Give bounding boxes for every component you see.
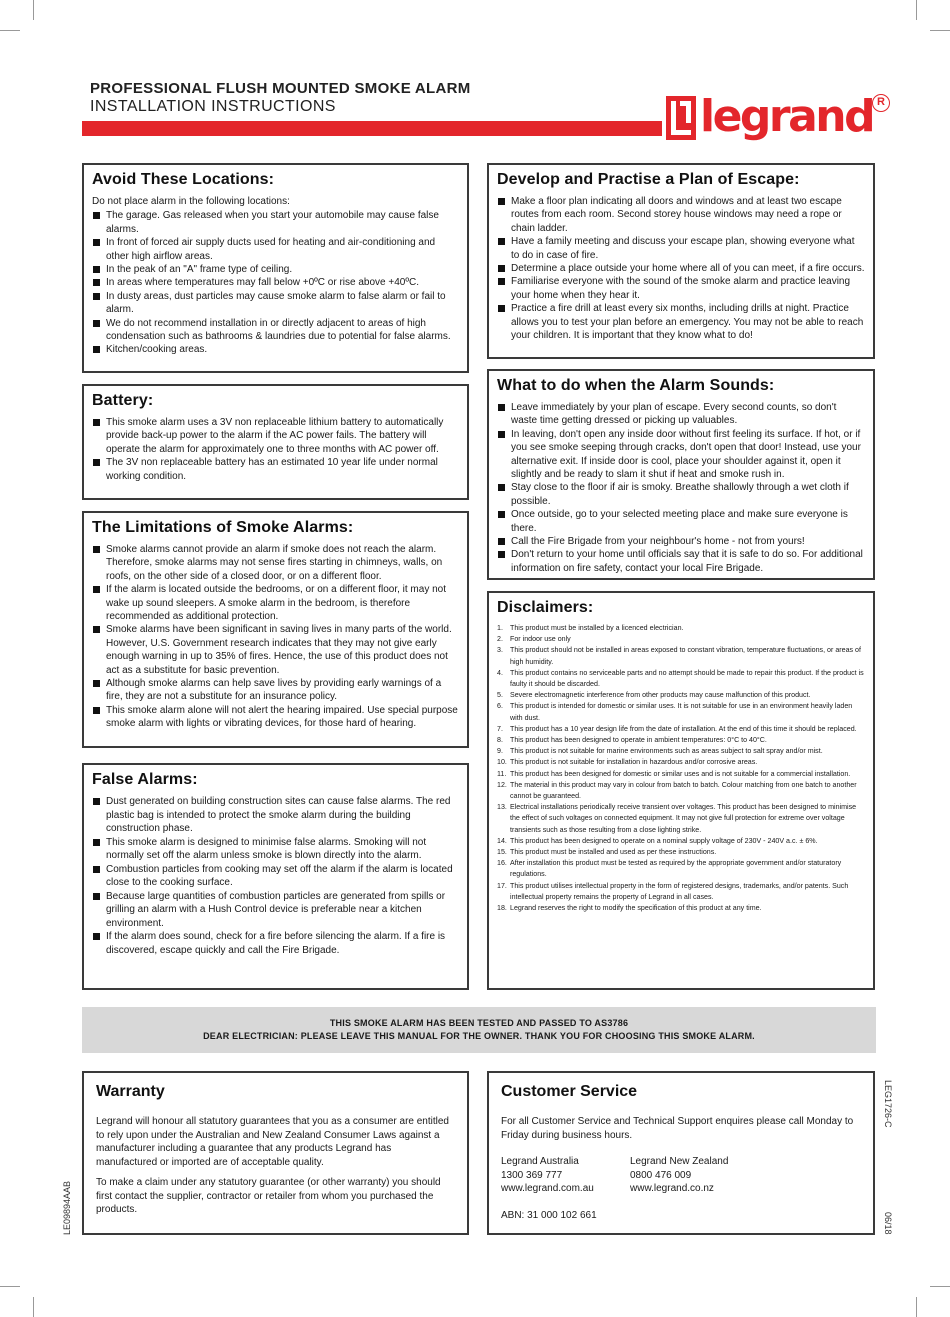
disclaimer-item	[497, 757, 865, 768]
list-item: Kitchen/cooking areas.	[92, 343, 459, 356]
list-item: The garage. Gas released when you start your automobile may cause false alarms.	[92, 209, 459, 236]
crop-mark	[930, 1286, 950, 1287]
section-disclaimers	[487, 591, 875, 990]
section-heading: Warranty	[96, 1083, 165, 1100]
disclaimer-number: 11.	[497, 769, 507, 778]
crop-mark	[0, 1286, 20, 1287]
list-item: Call the Fire Brigade from your neighbour's home - not from yours!	[497, 535, 865, 548]
side-code-right-top: LEG1726-C	[883, 1080, 893, 1128]
list-item: Once outside, go to your selected meeting place and make sure everyone is there.	[497, 508, 865, 535]
list-item: Familiarise everyone with the sound of the smoke alarm and practice leaving your home when they hear it.	[497, 275, 865, 302]
list-item: In dusty areas, dust particles may cause smoke alarm to false alarm or fail to alarm.	[92, 290, 459, 317]
list-item: Have a family meeting and discuss your escape plan, showing everyone what to do in case of fire.	[497, 235, 865, 262]
disclaimer-item	[497, 847, 865, 858]
list-item: In leaving, don't open any inside door without first feeling its surface. If hot, or if you see smoke seeping through cracks, don't open that door! Instead, use your alternative exit. If inside door is cool, place your shoulder against it, open it slightly and be ready to slam it shut if heat and smoke rush in.	[497, 428, 865, 482]
list-item: This smoke alarm is designed to minimise false alarms. Smoking will not normally set off the alarm unless smoke is blown directly into the alarm.	[92, 836, 459, 863]
disclaimer-text: After installation this product must be tested as required by the appropriate government and/or staturatory regulations.	[510, 859, 842, 879]
disclaimer-number: 15.	[497, 848, 507, 857]
disclaimer-text: This product must be installed by a licenced electrician.	[510, 624, 684, 632]
list-item: Leave immediately by your plan of escape. Every second counts, so don't waste time getting dressed or picking up valuables.	[497, 401, 865, 428]
disclaimer-text: This product should not be installed in areas exposed to constant vibration, temperature fluctuations, or areas of high humidity.	[510, 646, 861, 666]
disclaimer-text: Electrical installations periodically receive transient over voltages. This product has been designed to minimise the effect of such voltages on connected equipment. It may not give full protection for extreme over voltage transients such as those resulting from a close lighting strike.	[510, 803, 857, 834]
disclaimer-item	[497, 858, 865, 880]
list-item: Determine a place outside your home where all of you can meet, if a fire occurs.	[497, 262, 865, 275]
contact-phone[interactable]: 1300 369 777	[501, 1169, 563, 1181]
contact-name: Legrand New Zealand	[630, 1156, 729, 1167]
disclaimer-item	[497, 802, 865, 836]
legrand-logo	[666, 91, 890, 148]
disclaimer-item	[497, 634, 865, 645]
disclaimer-number: 14.	[497, 836, 507, 845]
warranty-paragraph: Legrand will honour all statutory guarantees that you as a consumer are entitled to rely upon under the Australian and New Zealand Consumer Laws against a manufacturer including a guarantee that any products Legrand has manufactured or imported are of acceptable quality.	[96, 1116, 449, 1168]
section-warranty	[82, 1071, 469, 1235]
disclaimer-text: This product has been designed to operate on a nominal supply voltage of 230V - 240V a.c. ± 6%.	[510, 836, 818, 845]
section-false-alarms	[82, 763, 469, 990]
list-item: This smoke alarm uses a 3V non replaceable lithium battery to automatically provide back-up power to the alarm if the AC power fails. The battery will operate the alarm for approximately one to three months with AC power off.	[92, 416, 459, 456]
list-item: We do not recommend installation in or directly adjacent to areas of high condensation such as bathrooms & laundries due to potential for false alarms.	[92, 317, 459, 344]
disclaimer-item	[497, 903, 865, 914]
section-heading: The Limitations of Smoke Alarms:	[92, 519, 354, 536]
disclaimer-number: 7.	[497, 724, 503, 733]
notice-line-electrician: DEAR ELECTRICIAN: PLEASE LEAVE THIS MANUAL FOR THE OWNER. THANK YOU FOR CHOOSING THIS SMOKE ALARM.	[203, 1031, 755, 1041]
disclaimer-text: For indoor use only	[510, 635, 571, 644]
crop-mark	[916, 1297, 917, 1317]
section-limitations	[82, 511, 469, 748]
list-item: Practice a fire drill at least every six months, including drills at night. Practice allows you to test your plan before an emergency. You may not be able to reach your children. It is important that they know what to do!	[497, 302, 865, 342]
registered-mark: R	[872, 94, 890, 112]
section-heading: Customer Service	[501, 1083, 638, 1100]
disclaimer-text: Legrand reserves the right to modify the specification of this product at any time.	[510, 904, 762, 913]
list-item: Smoke alarms have been significant in saving lives in many parts of the world. However, U.S. Government research indicates that they may not give early enough warning in up to 35% of fires. Hence, the use of this product does not act as a substitute for basic prevention.	[92, 623, 459, 677]
contact-name: Legrand Australia	[501, 1156, 579, 1167]
disclaimer-list	[497, 623, 865, 914]
logo-wordmark: legrand	[700, 91, 874, 142]
disclaimer-number: 13.	[497, 803, 507, 812]
list-item: Combustion particles from cooking may set off the alarm if the alarm is located close to the cooking surface.	[92, 863, 459, 890]
section-heading: Develop and Practise a Plan of Escape:	[497, 171, 800, 188]
disclaimer-item	[497, 701, 865, 723]
list-item: In front of forced air supply ducts used for heating and air-conditioning and other high airflow areas.	[92, 236, 459, 263]
section-customer-service	[487, 1071, 875, 1235]
warranty-paragraph: To make a claim under any statutory guarantee (or other warranty) you should first contact the supplier, contractor or retailer from whom you purchased the products.	[96, 1177, 441, 1215]
disclaimer-number: 10.	[497, 758, 507, 767]
notice-line-tested: THIS SMOKE ALARM HAS BEEN TESTED AND PASSED TO AS3786	[329, 1018, 629, 1028]
disclaimer-number: 17.	[497, 881, 507, 890]
contact-website-link[interactable]: www.legrand.com.au	[501, 1183, 594, 1194]
disclaimer-text: This product must be installed and used as per these instructions.	[510, 848, 717, 857]
list-item: In areas where temperatures may fall below +0ºC or rise above +40ºC.	[92, 276, 459, 289]
contact-australia	[501, 1155, 594, 1196]
disclaimer-number: 16.	[497, 859, 507, 868]
section-escape-plan	[487, 163, 875, 359]
list-item: Although smoke alarms can help save lives by providing early warnings of a fire, they are not a substitute for an insurance policy.	[92, 677, 459, 704]
crop-mark	[916, 0, 917, 20]
abn-number: ABN: 31 000 102 661	[501, 1210, 597, 1221]
disclaimer-text: The material in this product may vary in colour from batch to batch. Colour matching from one batch to another cannot be guaranteed.	[510, 780, 857, 801]
disclaimer-text: This product has been designed to operate in ambient temperatures: 0°C to 40°C.	[510, 736, 767, 745]
section-avoid-locations	[82, 163, 469, 373]
disclaimer-number: 3.	[497, 646, 503, 655]
crop-mark	[0, 30, 20, 31]
disclaimer-number: 2.	[497, 635, 503, 644]
disclaimer-number: 12.	[497, 780, 507, 789]
disclaimer-text: This product contains no serviceable parts and no attempt should be made to repair this product. If the product is faulty it should be discarded.	[510, 668, 864, 689]
document-subtitle: INSTALLATION INSTRUCTIONS	[90, 98, 336, 115]
list-item: Stay close to the floor if air is smoky. Breathe shallowly through a wet cloth if possible.	[497, 481, 865, 508]
disclaimer-text: This product is intended for domestic or similar uses. It is not suitable for use in an environment heavily laden with dust.	[510, 702, 853, 722]
section-alarm-sounds	[487, 369, 875, 580]
customer-service-intro: For all Customer Service and Technical Support enquires please call Monday to Friday during business hours.	[501, 1116, 854, 1141]
disclaimer-text: This product has a 10 year design life from the date of installation. At the end of this time it should be replaced.	[510, 724, 857, 733]
disclaimer-number: 1.	[497, 624, 503, 632]
disclaimer-number: 4.	[497, 668, 503, 677]
disclaimer-item	[497, 668, 865, 690]
notice-banner	[82, 1007, 876, 1053]
list-item: Smoke alarms cannot provide an alarm if smoke does not reach the alarm. Therefore, smoke alarms may not sense fires starting in chimneys, walls, on roofs, on the other side of a closed door, or on a different floor.	[92, 543, 459, 583]
crop-mark	[33, 1297, 34, 1317]
disclaimer-text: This product has been designed for domestic or similar uses and is not suitable for a commercial installation.	[510, 769, 851, 778]
contact-website-link[interactable]: www.legrand.co.nz	[630, 1183, 714, 1194]
disclaimer-item	[497, 735, 865, 746]
disclaimer-number: 9.	[497, 747, 503, 756]
disclaimer-item	[497, 836, 865, 847]
section-heading: What to do when the Alarm Sounds:	[497, 377, 775, 394]
disclaimer-number: 6.	[497, 702, 503, 711]
side-code-right-bottom: 06/18	[883, 1212, 893, 1235]
section-heading: Battery:	[92, 392, 154, 409]
list-item: Dust generated on building construction sites can cause false alarms. The red plastic bag is intended to protect the smoke alarm during the building construction phase.	[92, 795, 459, 836]
disclaimer-text: This product utilises intellectual property in the form of registered designs, trademarks, and/or patents. Such intellectual property remains the property of Legrand in all cases.	[510, 881, 849, 901]
crop-mark	[930, 30, 950, 31]
list-item: This smoke alarm alone will not alert the hearing impaired. Use special purpose smoke alarm with lights or vibrating devices, for those hard of hearing.	[92, 704, 459, 731]
legrand-mark-icon	[666, 96, 696, 140]
section-battery	[82, 384, 469, 500]
list-item: In the peak of an "A" frame type of ceiling.	[92, 263, 459, 276]
disclaimer-item	[497, 623, 865, 634]
disclaimer-item	[497, 769, 865, 780]
list-item: Make a floor plan indicating all doors and windows and at least two escape routes from each room. Second storey house windows may need a rope or chain ladder.	[497, 195, 865, 235]
document-title: PROFESSIONAL FLUSH MOUNTED SMOKE ALARM	[90, 80, 471, 97]
header-red-bar	[82, 121, 662, 136]
side-code-left: LE09894AAB	[62, 1180, 72, 1235]
disclaimer-item	[497, 746, 865, 757]
section-heading: Disclaimers:	[497, 599, 594, 616]
section-intro: Do not place alarm in the following locations:	[92, 196, 290, 207]
contact-phone[interactable]: 0800 476 009	[630, 1169, 692, 1181]
disclaimer-item	[497, 881, 865, 903]
disclaimer-number: 8.	[497, 736, 503, 745]
disclaimer-text: This product is not suitable for installation in hazardous and/or corrosive areas.	[510, 758, 758, 767]
disclaimer-item	[497, 780, 865, 802]
disclaimer-item	[497, 645, 865, 667]
list-item: Don't return to your home until officials say that it is safe to do so. For additional information on fire safety, contact your local Fire Brigade.	[497, 548, 865, 575]
disclaimer-text: This product is not suitable for marine environments such as areas subject to salt spray and/or mist.	[510, 747, 823, 756]
disclaimer-text: Severe electromagnetic interference from other products may cause malfunction of this product.	[510, 691, 811, 700]
list-item: If the alarm does sound, check for a fire before silencing the alarm. If a fire is discovered, escape quickly and call the Fire Brigade.	[92, 930, 459, 957]
section-heading: False Alarms:	[92, 771, 198, 788]
list-item: If the alarm is located outside the bedrooms, or on a different floor, it may not wake up sound sleepers. A smoke alarm in the bedroom, is therefore recommended as additional protection.	[92, 583, 459, 623]
list-item: The 3V non replaceable battery has an estimated 10 year life under normal working condition.	[92, 456, 459, 483]
list-item: Because large quantities of combustion particles are generated from spills or grilling an alarm with a Hush Control device is preferable near a kitchen environment.	[92, 890, 459, 931]
disclaimer-item	[497, 690, 865, 701]
section-heading: Avoid These Locations:	[92, 171, 275, 188]
disclaimer-number: 18.	[497, 904, 507, 913]
contact-new-zealand	[630, 1155, 728, 1196]
disclaimer-number: 5.	[497, 691, 503, 700]
disclaimer-item	[497, 724, 865, 735]
crop-mark	[33, 0, 34, 20]
